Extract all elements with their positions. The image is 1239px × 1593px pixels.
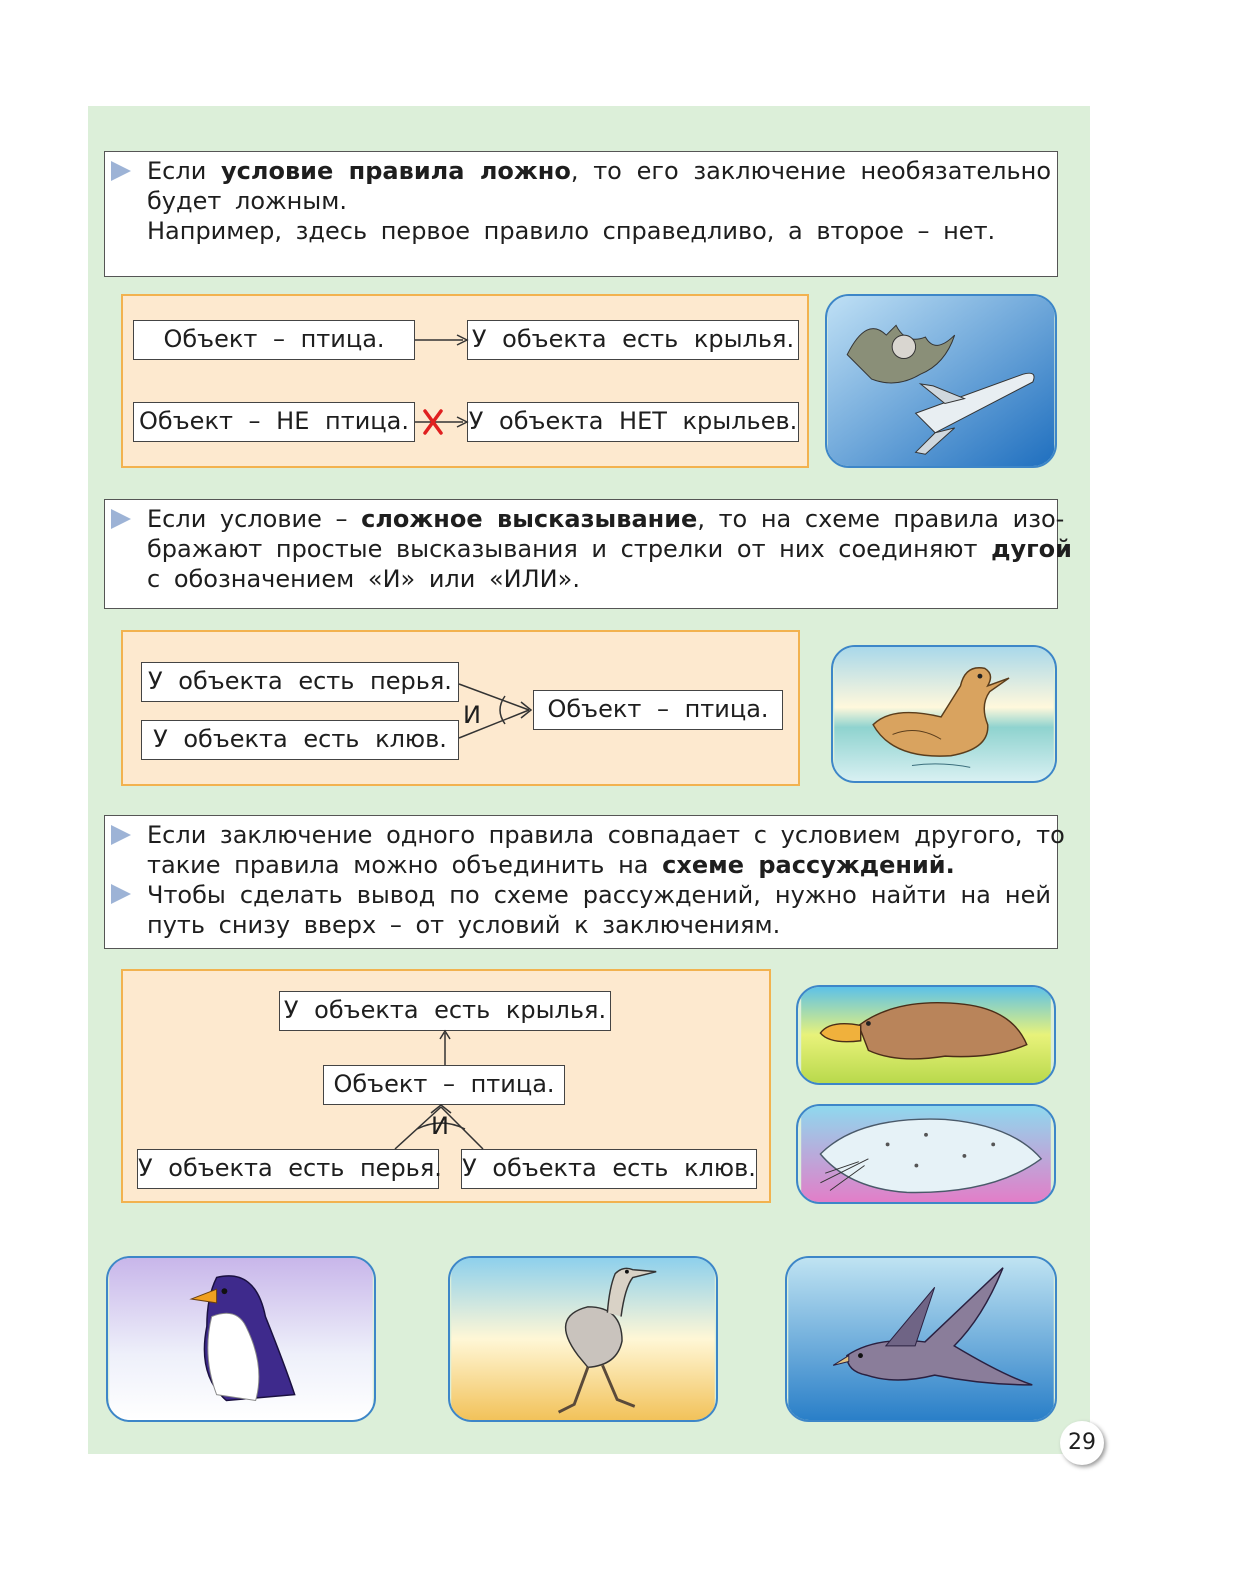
arrows-scheme1	[123, 296, 811, 470]
statement-box: Объект – НЕ птица.	[133, 402, 415, 442]
rule-text-line: с обозначением «И» или «ИЛИ».	[147, 565, 580, 593]
rule-text-line: бражают простые высказывания и стрелки от них соединяют дугой	[147, 535, 1072, 563]
and-label: И	[463, 701, 481, 729]
rule-text-line: такие правила можно объединить на схеме рассуждений.	[147, 851, 955, 879]
arrows-scheme3	[123, 971, 773, 1205]
statement-box: Объект – птица.	[533, 690, 783, 730]
rule-text-line: Если условие правила ложно, то его заключение необязательно	[147, 157, 1051, 185]
scheme-and-condition	[121, 630, 800, 786]
rule-text-line: Например, здесь первое правило справедливо, а второе – нет.	[147, 217, 996, 245]
and-label: И	[431, 1112, 449, 1140]
bullet-icon	[111, 161, 131, 181]
rule-text-line: Чтобы сделать вывод по схеме рассуждений, нужно найти на ней	[147, 881, 1051, 909]
feather-pillow-image	[796, 1104, 1056, 1204]
bat-and-airplane-image	[825, 294, 1057, 468]
rule-text-line: путь снизу вверх – от условий к заключениям.	[147, 911, 781, 939]
rule-box-false-condition	[104, 151, 1058, 277]
ostrich-image	[448, 1256, 718, 1422]
bullet-icon	[111, 509, 131, 529]
rule-text-line: Если условие – сложное высказывание, то на схеме правила изо-	[147, 505, 1065, 533]
rule-text-line: Если заключение одного правила совпадает с условием другого, то	[147, 821, 1065, 849]
platypus-image	[796, 985, 1056, 1085]
scheme-implication	[121, 294, 809, 468]
statement-box: У объекта НЕТ крыльев.	[467, 402, 799, 442]
statement-box: У объекта есть клюв.	[461, 1149, 757, 1189]
duck-image	[831, 645, 1057, 783]
statement-box: Объект – птица.	[323, 1065, 565, 1105]
rule-box-complex-condition	[104, 499, 1072, 609]
bold-term: схеме рассуждений.	[662, 851, 955, 879]
rule-box-reasoning-scheme	[104, 815, 1065, 949]
statement-box: У объекта есть перья.	[137, 1149, 439, 1189]
bold-term: сложное высказывание	[361, 505, 698, 533]
page-number: 29	[1060, 1421, 1104, 1465]
statement-box: У объекта есть перья.	[141, 662, 459, 702]
statement-box: У объекта есть клюв.	[141, 720, 459, 760]
bullet-icon	[111, 884, 131, 904]
statement-box: У объекта есть крылья.	[279, 991, 611, 1031]
swallow-image	[785, 1256, 1057, 1422]
bullet-icon	[111, 825, 131, 845]
rule-text-line: будет ложным.	[147, 187, 347, 215]
scheme-reasoning	[121, 969, 771, 1203]
statement-box: Объект – птица.	[133, 320, 415, 360]
bold-term: условие правила ложно	[221, 157, 571, 185]
statement-box: У объекта есть крылья.	[467, 320, 799, 360]
bold-term: дугой	[991, 535, 1072, 563]
penguin-image	[106, 1256, 376, 1422]
